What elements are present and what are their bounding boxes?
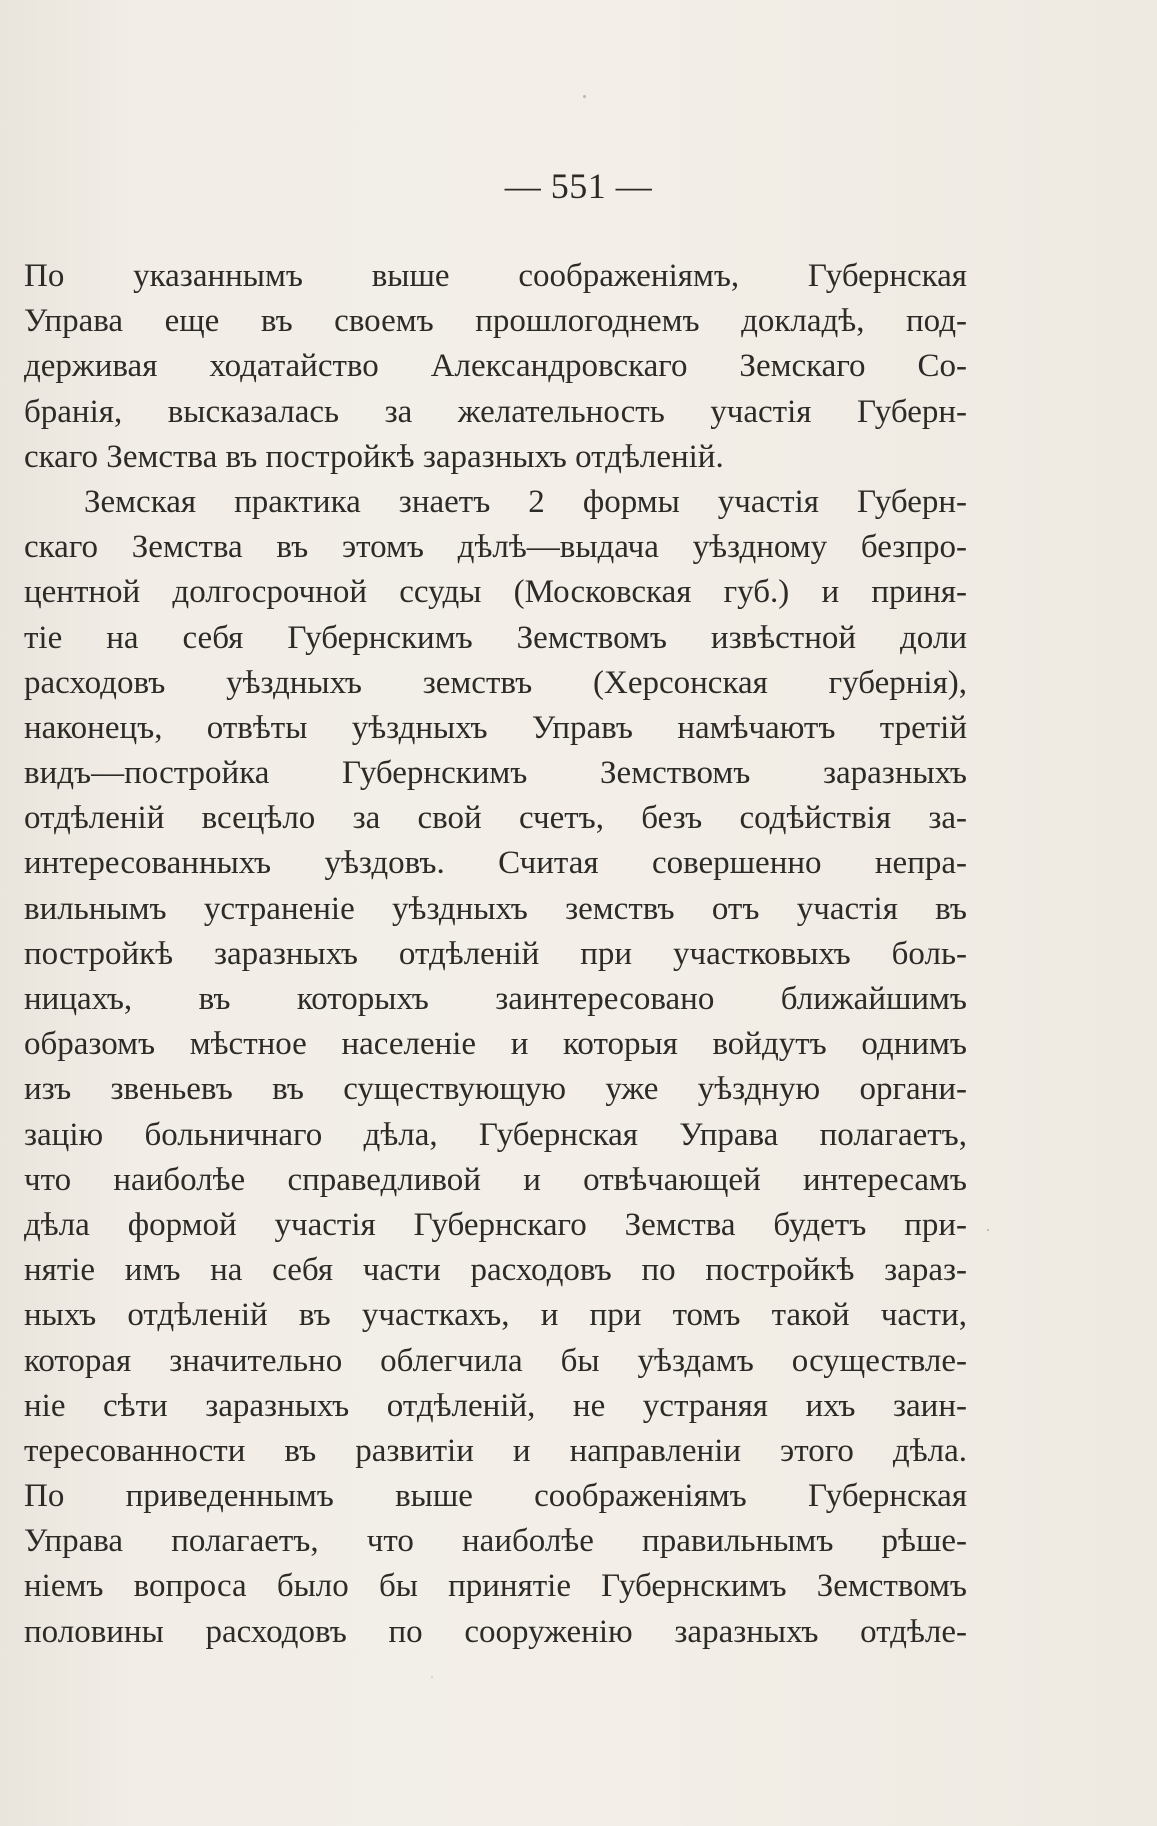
text-line: половины расходовъ по сооруженію заразныхъ отдѣле- (24, 1613, 967, 1650)
text-line: зацію больничнаго дѣла, Губернская Управа полагаетъ, (24, 1116, 967, 1153)
text-line: видъ—постройка Губернскимъ Земствомъ заразныхъ (24, 755, 967, 792)
text-line: По приведеннымъ выше соображеніямъ Губернская (24, 1478, 967, 1515)
text-line: центной долгосрочной ссуды (Московская губ.) и приня- (24, 574, 967, 611)
text-line: скаго Земства въ постройкѣ заразныхъ отдѣленій. (24, 438, 724, 475)
text-line: изъ звеньевъ въ существующую уже уѣздную органи- (24, 1071, 967, 1108)
text-line: держивая ходатайство Александровскаго Земскаго Со- (24, 348, 967, 385)
text-line: тересованности въ развитіи и направленіи этого дѣла. (24, 1432, 967, 1469)
text-line: ніе сѣти заразныхъ отдѣленій, не устраняя ихъ заин- (24, 1387, 967, 1424)
page-number: — 551 — (504, 166, 653, 206)
body-text (24, 254, 967, 1655)
text-line: которая значительно облегчила бы уѣздамъ осуществле- (24, 1342, 967, 1379)
text-line: вильнымъ устраненіе уѣздныхъ земствъ отъ участія въ (24, 890, 967, 927)
text-line: отдѣленій всецѣло за свой счетъ, безъ содѣйствія за- (24, 800, 967, 837)
text-line: расходовъ уѣздныхъ земствъ (Херсонская губернія), (24, 664, 967, 701)
text-line: По указаннымъ выше соображеніямъ, Губернская (24, 258, 967, 294)
text-line: образомъ мѣстное населеніе и которыя войдутъ однимъ (24, 1026, 967, 1063)
text-line: наконецъ, отвѣты уѣздныхъ Управъ намѣчаютъ третій (24, 709, 967, 746)
text-line: нятіе имъ на себя части расходовъ по постройкѣ зараз- (24, 1252, 967, 1289)
text-line: интересованныхъ уѣздовъ. Считая совершенно непра- (24, 845, 967, 882)
paper-speck (583, 95, 586, 98)
paper-speck (431, 1676, 433, 1678)
text-line: ницахъ, въ которыхъ заинтересовано ближайшимъ (24, 981, 967, 1017)
text-line: ніемъ вопроса было бы принятіе Губернскимъ Земствомъ (24, 1568, 967, 1605)
text-line: что наиболѣе справедливой и отвѣчающей интересамъ (24, 1161, 967, 1198)
text-line: ныхъ отдѣленій въ участкахъ, и при томъ такой части, (24, 1297, 967, 1334)
text-line: Управа полагаетъ, что наиболѣе правильнымъ рѣше- (24, 1523, 967, 1560)
text-line: дѣла формой участія Губернскаго Земства будетъ при- (24, 1206, 967, 1243)
text-line: бранія, высказалась за желательность участія Губерн- (24, 393, 967, 430)
text-line: тіе на себя Губернскимъ Земствомъ извѣстной доли (24, 619, 967, 656)
paper-speck (987, 1229, 989, 1231)
text-line: Земская практика знаетъ 2 формы участія Губерн- (84, 483, 967, 520)
text-line: скаго Земства въ этомъ дѣлѣ—выдача уѣздному безпро- (24, 529, 967, 566)
text-line: постройкѣ заразныхъ отдѣленій при участковыхъ боль- (24, 935, 967, 972)
text-line: Управа еще въ своемъ прошлогоднемъ докладѣ, под- (24, 303, 967, 340)
